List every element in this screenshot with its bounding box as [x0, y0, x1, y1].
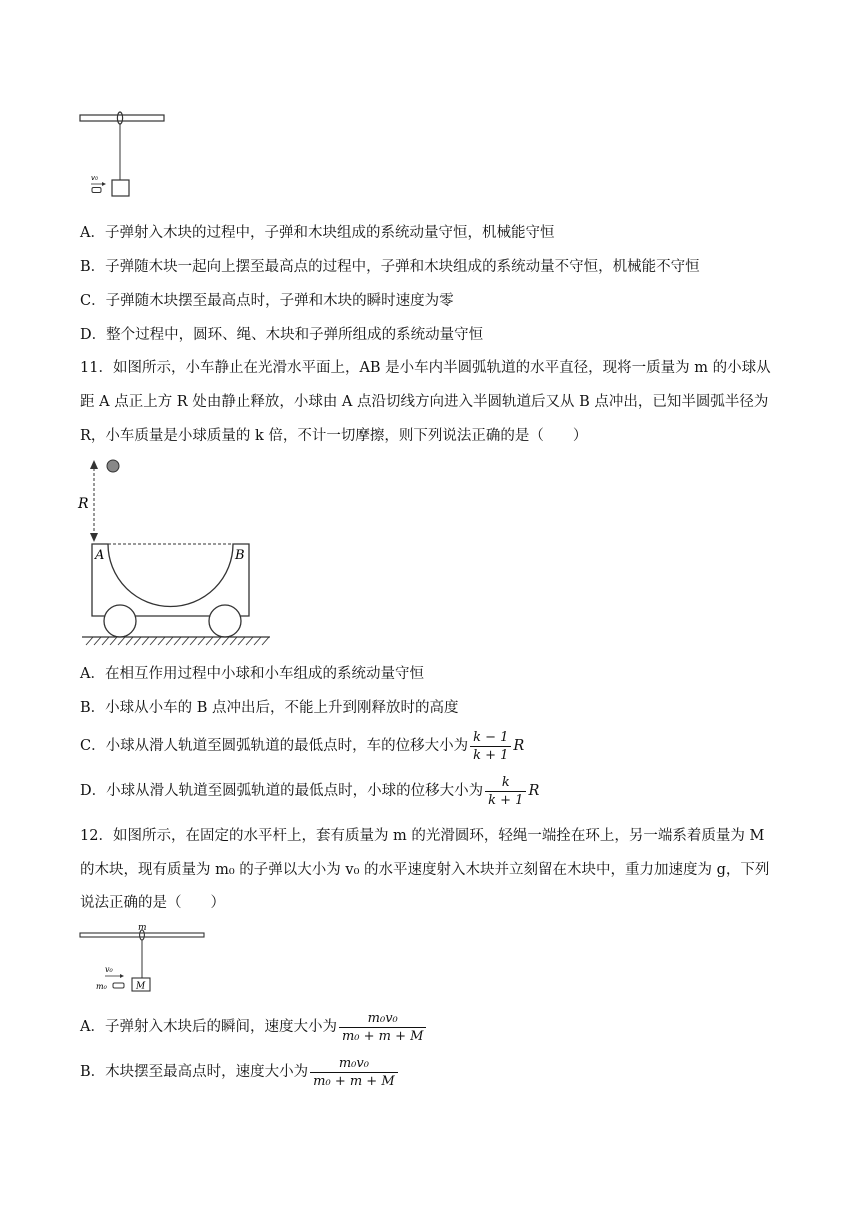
q11-option-d — [80, 773, 539, 809]
velocity-arrowhead — [120, 974, 124, 978]
label-v0: v₀ — [105, 965, 113, 974]
q11-option-c-text: C．小球从滑人轨道至圆弧轨道的最低点时，车的位移大小为 — [80, 738, 469, 754]
q11-option-c-fraction — [470, 729, 511, 764]
velocity-label: v₀ — [91, 174, 98, 182]
wood-block — [112, 180, 129, 196]
q11-option-c-suffix: R — [513, 738, 525, 754]
fraction-numerator: m₀v₀ — [310, 1055, 398, 1073]
label-m: m — [138, 923, 147, 933]
q11-option-b: B．小球从小车的 B 点冲出后，不能上升到刚释放时的高度 — [80, 700, 459, 716]
label-b: B — [235, 548, 245, 563]
q11-stem-line3: R，小车质量是小球质量的 k 倍，不计一切摩擦，则下列说法正确的是（ ） — [80, 428, 588, 444]
wheel-right — [209, 605, 241, 637]
q11-option-d-fraction — [485, 774, 526, 809]
q12-option-a-text: A．子弹射入木块后的瞬间，速度大小为 — [80, 1019, 337, 1035]
q10-option-a: A．子弹射入木块的过程中，子弹和木块组成的系统动量守恒，机械能守恒 — [80, 225, 555, 241]
q12-stem-line3: 说法正确的是（ ） — [80, 895, 225, 911]
q12-stem-line1: 12．如图所示，在固定的水平杆上，套有质量为 m 的光滑圆环，轻绳一端拴在环上，另一端系着质量为 M — [80, 828, 765, 844]
q11-option-d-text: D．小球从滑人轨道至圆弧轨道的最低点时，小球的位移大小为 — [80, 783, 484, 799]
fraction-denominator: k + 1 — [488, 792, 524, 808]
label-r: R — [78, 496, 89, 512]
bullet — [92, 188, 101, 193]
q11-stem-line2: 距 A 点正上方 R 处由静止释放，小球由 A 点沿切线方向进入半圆轨道后又从 B 点冲出，已知半圆弧半径为 — [80, 394, 769, 410]
q11-option-a: A．在相互作用过程中小球和小车组成的系统动量守恒 — [80, 666, 424, 682]
fraction-denominator: m₀ + m + M — [313, 1073, 395, 1089]
ring — [117, 112, 122, 124]
fraction-numerator: k — [485, 774, 526, 792]
q12-option-b-fraction — [310, 1055, 398, 1090]
q12-option-b — [80, 1054, 400, 1090]
q12-option-a-fraction — [339, 1010, 427, 1045]
q10-option-c: C．子弹随木块摆至最高点时，子弹和木块的瞬时速度为零 — [80, 293, 454, 309]
label-m0: m₀ — [96, 982, 107, 991]
fraction-denominator: k + 1 — [473, 747, 509, 763]
q11-option-d-suffix: R — [528, 783, 540, 799]
horizontal-rod — [80, 933, 204, 937]
q12-option-b-text: B．木块摆至最高点时，速度大小为 — [80, 1064, 309, 1080]
q10-figure — [78, 108, 170, 202]
velocity-arrowhead — [102, 182, 106, 186]
q12-option-a — [80, 1009, 428, 1045]
height-arrow-top — [90, 460, 98, 469]
q10-option-d: D．整个过程中，圆环、绳、木块和子弹所组成的系统动量守恒 — [80, 327, 484, 343]
q11-figure — [76, 455, 276, 650]
fraction-numerator: m₀v₀ — [339, 1010, 427, 1028]
ball — [107, 460, 119, 472]
fraction-denominator: m₀ + m + M — [341, 1028, 424, 1044]
wheel-left — [104, 605, 136, 637]
q12-figure — [78, 920, 208, 996]
label-a: A — [95, 548, 105, 563]
q11-option-c — [80, 728, 524, 764]
height-arrow-bottom — [90, 533, 98, 542]
q12-stem-line2: 的木块，现有质量为 m₀ 的子弹以大小为 v₀ 的水平速度射入木块并立刻留在木块中，重力加速度为 g，下列 — [80, 862, 770, 878]
bullet — [113, 983, 124, 988]
q10-option-b: B．子弹随木块一起向上摆至最高点的过程中，子弹和木块组成的系统动量不守恒，机械能不守恒 — [80, 259, 700, 275]
fraction-numerator: k − 1 — [470, 729, 511, 747]
label-big-m: M — [136, 981, 146, 992]
ground-hatching — [86, 637, 269, 645]
q11-stem-line1: 11．如图所示，小车静止在光滑水平面上，AB 是小车内半圆弧轨道的水平直径，现将一质量为 m 的小球从 — [80, 360, 771, 376]
